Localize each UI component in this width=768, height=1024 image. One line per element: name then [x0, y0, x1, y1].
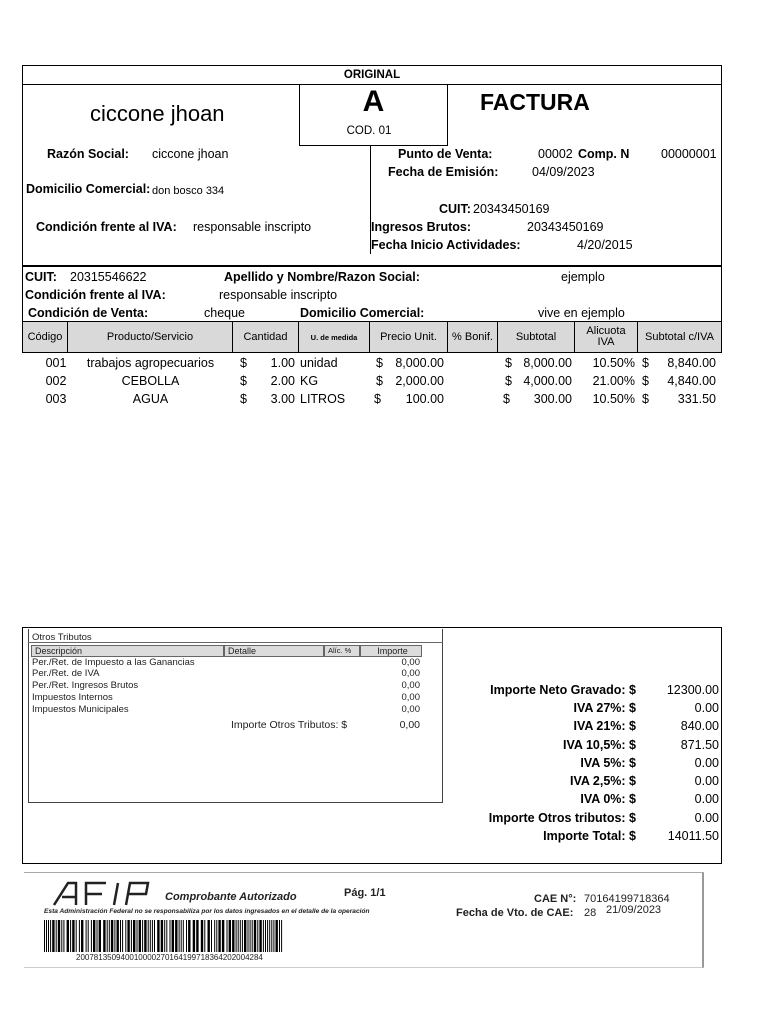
client-venta-value: cheque: [204, 306, 246, 320]
col-subtotal-iva: Subtotal c/IVA: [638, 322, 721, 352]
trib-row-desc: Impuestos Internos: [32, 692, 113, 703]
barcode-bar: [144, 920, 146, 952]
client-cuit-value: 20315546622: [70, 270, 147, 284]
domicilio-value: don bosco 334: [152, 185, 225, 197]
trib-row-desc: Impuestos Municipales: [32, 704, 129, 715]
inicio-label: Fecha Inicio Actividades:: [371, 238, 521, 252]
fecha-emision-value: 04/09/2023: [532, 165, 595, 179]
barcode-bar: [193, 920, 195, 952]
cod-label: COD. 01: [346, 125, 392, 137]
total-label: IVA 27%: $: [573, 701, 636, 715]
barcode-bar: [218, 920, 220, 952]
col-codigo: Código: [23, 322, 68, 352]
cuit-value: 20343450169: [473, 202, 550, 216]
barcode-bar: [79, 920, 80, 952]
barcode-bar: [214, 920, 215, 952]
col-bonif: % Bonif.: [448, 322, 498, 352]
punto-venta-value: 00002: [538, 147, 573, 161]
barcode-bar: [181, 920, 182, 952]
total-value: 0.00: [694, 811, 719, 825]
total-value: 0.00: [694, 701, 719, 715]
barcode-bar: [273, 920, 274, 952]
row-precio: 2,000.00: [395, 374, 444, 388]
barcode-bar: [161, 920, 163, 952]
client-venta-label: Condición de Venta:: [28, 306, 149, 320]
barcode: [44, 920, 299, 952]
barcode-bar: [125, 920, 126, 952]
client-iva-value: responsable inscripto: [219, 288, 338, 302]
row-codigo: 001: [45, 356, 67, 370]
trib-col-alic: Alíc. %: [324, 645, 360, 657]
barcode-bar: [120, 920, 121, 952]
row-unidad: KG: [300, 374, 319, 388]
currency-sign: $: [503, 392, 510, 406]
barcode-bar: [281, 920, 282, 952]
trib-row-importe: 0,00: [401, 657, 420, 668]
otros-tributos-title: Otros Tributos: [32, 632, 92, 643]
barcode-bar: [150, 920, 151, 952]
barcode-bar: [175, 920, 177, 952]
barcode-bar: [164, 920, 165, 952]
barcode-bar: [81, 920, 83, 952]
barcode-bar: [216, 920, 217, 952]
barcode-bar: [271, 920, 272, 952]
client-nombre-value: ejemplo: [561, 270, 605, 284]
barcode-bar: [265, 920, 266, 952]
cae-value: 70164199718364: [584, 893, 670, 905]
punto-venta-label: Punto de Venta:: [398, 147, 493, 161]
barcode-bar: [263, 920, 264, 952]
ingresos-value: 20343450169: [527, 220, 604, 234]
barcode-bar: [211, 920, 212, 952]
barcode-bar: [148, 920, 149, 952]
total-label: Importe Neto Gravado: $: [490, 683, 636, 697]
row-unidad: unidad: [300, 356, 338, 370]
barcode-bar: [250, 920, 251, 952]
inicio-value: 4/20/2015: [577, 238, 633, 252]
barcode-bar: [259, 920, 261, 952]
barcode-bar: [88, 920, 89, 952]
barcode-bar: [204, 920, 205, 952]
barcode-bar: [137, 920, 138, 952]
barcode-bar: [127, 920, 129, 952]
row-alicuota: 10.50%: [592, 356, 635, 370]
barcode-bar: [227, 920, 228, 952]
barcode-bar: [76, 920, 77, 952]
afip-disclaimer: Esta Administración Federal no se responsabiliza por los datos ingresados en el detalle de la operación: [44, 908, 370, 915]
barcode-bar: [63, 920, 64, 952]
pagina-label: Pág. 1/1: [344, 887, 386, 899]
row-subtotal: 8,000.00: [523, 356, 572, 370]
barcode-bar: [208, 920, 210, 952]
barcode-bar: [157, 920, 159, 952]
client-domicilio-value: vive en ejemplo: [538, 306, 625, 320]
barcode-bar: [240, 920, 241, 952]
invoice-letter: A: [362, 85, 385, 118]
barcode-bar: [236, 920, 237, 952]
barcode-bar: [133, 920, 135, 952]
vto-day: 28: [584, 907, 597, 919]
barcode-bar: [111, 920, 113, 952]
total-label: Importe Otros tributos: $: [488, 811, 636, 825]
barcode-bar: [279, 920, 280, 952]
client-iva-label: Condición frente al IVA:: [25, 288, 166, 302]
barcode-bar: [109, 920, 110, 952]
barcode-bar: [257, 920, 258, 952]
client-cuit-label: CUIT:: [25, 270, 57, 284]
total-label: IVA 5%: $: [580, 756, 636, 770]
original-label: ORIGINAL: [343, 69, 401, 81]
barcode-bar: [72, 920, 74, 952]
currency-sign: $: [240, 392, 247, 406]
total-value: 0.00: [694, 756, 719, 770]
row-cantidad: 1.00: [270, 356, 295, 370]
barcode-bar: [86, 920, 87, 952]
client-nombre-label: Apellido y Nombre/Razon Social:: [224, 270, 420, 284]
iva-label: Condición frente al IVA:: [36, 220, 177, 234]
barcode-bar: [44, 920, 45, 952]
row-producto: trabajos agropecuarios: [86, 356, 215, 370]
barcode-bar: [93, 920, 95, 952]
row-cantidad: 3.00: [270, 392, 295, 406]
row-codigo: 003: [45, 392, 67, 406]
issuer-name-title: ciccone jhoan: [90, 101, 225, 126]
domicilio-label: Domicilio Comercial:: [26, 182, 151, 196]
total-label: IVA 2,5%: $: [570, 774, 636, 788]
trib-total-value: 0,00: [399, 719, 420, 731]
barcode-bar: [170, 920, 171, 952]
barcode-bar: [152, 920, 153, 952]
row-precio: 100.00: [405, 392, 444, 406]
row-cantidad: 2.00: [270, 374, 295, 388]
razon-social-value: ciccone jhoan: [152, 147, 229, 161]
trib-row-importe: 0,00: [401, 704, 420, 715]
barcode-bar: [46, 920, 47, 952]
row-subtotal-iva: 331.50: [677, 392, 716, 406]
trib-row-importe: 0,00: [401, 668, 420, 679]
trib-total-label: Importe Otros Tributos: $: [231, 719, 348, 731]
barcode-bar: [248, 920, 249, 952]
barcode-bar: [114, 920, 115, 952]
iva-value: responsable inscripto: [193, 220, 312, 234]
barcode-bar: [276, 920, 278, 952]
barcode-bar: [103, 920, 105, 952]
doc-type: FACTURA: [480, 89, 590, 115]
barcode-bar: [252, 920, 253, 952]
col-producto: Producto/Servicio: [68, 322, 233, 352]
trib-row-desc: Per./Ret. Ingresos Brutos: [32, 680, 139, 691]
row-unidad: LITROS: [300, 392, 346, 406]
barcode-bar: [166, 920, 167, 952]
barcode-bar: [201, 920, 203, 952]
cuit-label: CUIT:: [439, 202, 471, 216]
fecha-emision-label: Fecha de Emisión:: [388, 165, 499, 179]
barcode-bar: [122, 920, 123, 952]
barcode-bar: [222, 920, 224, 952]
trib-row-importe: 0,00: [401, 692, 420, 703]
divider: [24, 872, 704, 873]
total-value: 840.00: [680, 719, 719, 733]
barcode-bar: [56, 920, 57, 952]
barcode-bar: [186, 920, 187, 952]
total-value: 0.00: [694, 774, 719, 788]
comp-number: 00000001: [661, 147, 717, 161]
barcode-bar: [142, 920, 143, 952]
currency-sign: $: [505, 374, 512, 388]
col-precio: Precio Unit.: [370, 322, 448, 352]
barcode-bar: [97, 920, 98, 952]
barcode-bar: [91, 920, 92, 952]
row-alicuota: 10.50%: [592, 392, 635, 406]
cae-label: CAE N°:: [534, 893, 577, 905]
barcode-bar: [58, 920, 60, 952]
barcode-bar: [107, 920, 108, 952]
trib-row-importe: 0,00: [401, 680, 420, 691]
barcode-bar: [242, 920, 243, 952]
row-subtotal: 300.00: [533, 392, 572, 406]
comp-label: Comp. N: [578, 147, 630, 161]
barcode-bar: [154, 920, 155, 952]
barcode-bar: [139, 920, 141, 952]
row-producto: CEBOLLA: [121, 374, 180, 388]
barcode-bar: [232, 920, 234, 952]
currency-sign: $: [642, 392, 649, 406]
total-label: IVA 10,5%: $: [563, 738, 636, 752]
total-label: IVA 0%: $: [580, 792, 636, 806]
total-value: 12300.00: [666, 683, 719, 697]
row-subtotal: 4,000.00: [523, 374, 572, 388]
currency-sign: $: [642, 374, 649, 388]
trib-col-descripcion: Descripción: [31, 645, 224, 657]
comprobante-autorizado: Comprobante Autorizado: [165, 891, 297, 903]
trib-col-importe: Importe: [360, 645, 422, 657]
barcode-bar: [238, 920, 239, 952]
vto-label: Fecha de Vto. de CAE:: [456, 907, 574, 919]
barcode-bar: [99, 920, 101, 952]
col-alicuota: Alicuota IVA: [575, 322, 638, 352]
total-label: IVA 21%: $: [573, 719, 636, 733]
currency-sign: $: [376, 356, 383, 370]
total-value: 871.50: [680, 738, 719, 752]
trib-col-detalle: Detalle: [224, 645, 324, 657]
barcode-bar: [254, 920, 256, 952]
barcode-bar: [67, 920, 69, 952]
barcode-bar: [61, 920, 62, 952]
row-precio: 8,000.00: [395, 356, 444, 370]
vto-date: 21/09/2023: [606, 904, 662, 916]
col-unidad: U. de medida: [299, 322, 370, 352]
total-value: 0.00: [694, 792, 719, 806]
razon-social-label: Razón Social:: [47, 147, 129, 161]
currency-sign: $: [505, 356, 512, 370]
trib-row-desc: Per./Ret. de IVA: [32, 668, 100, 679]
row-codigo: 002: [45, 374, 67, 388]
client-domicilio-label: Domicilio Comercial:: [300, 306, 425, 320]
barcode-bar: [267, 920, 268, 952]
barcode-bar: [48, 920, 49, 952]
barcode-bar: [172, 920, 174, 952]
barcode-number: 20078135094001000027016419971836420200428​4: [76, 953, 263, 962]
currency-sign: $: [240, 356, 247, 370]
barcode-bar: [117, 920, 119, 952]
row-alicuota: 21.00%: [592, 374, 635, 388]
currency-sign: $: [376, 374, 383, 388]
barcode-bar: [188, 920, 190, 952]
col-subtotal: Subtotal: [498, 322, 575, 352]
row-subtotal-iva: 8,840.00: [667, 356, 716, 370]
barcode-bar: [52, 920, 54, 952]
importe-total-label: Importe Total: $: [543, 829, 636, 843]
barcode-bar: [229, 920, 231, 952]
barcode-bar: [196, 920, 198, 952]
row-subtotal-iva: 4,840.00: [667, 374, 716, 388]
afip-logo-icon: [52, 881, 152, 907]
row-producto: AGUA: [132, 392, 169, 406]
ingresos-label: Ingresos Brutos:: [371, 220, 472, 234]
barcode-bar: [70, 920, 71, 952]
barcode-bar: [183, 920, 184, 952]
trib-row-desc: Per./Ret. de Impuesto a las Ganancias: [32, 657, 195, 668]
currency-sign: $: [240, 374, 247, 388]
barcode-bar: [244, 920, 246, 952]
barcode-bar: [131, 920, 132, 952]
importe-total-value: 14011.50: [667, 829, 719, 843]
barcode-bar: [50, 920, 51, 952]
barcode-bar: [179, 920, 180, 952]
currency-sign: $: [642, 356, 649, 370]
currency-sign: $: [374, 392, 381, 406]
barcode-bar: [269, 920, 270, 952]
col-cantidad: Cantidad: [233, 322, 299, 352]
